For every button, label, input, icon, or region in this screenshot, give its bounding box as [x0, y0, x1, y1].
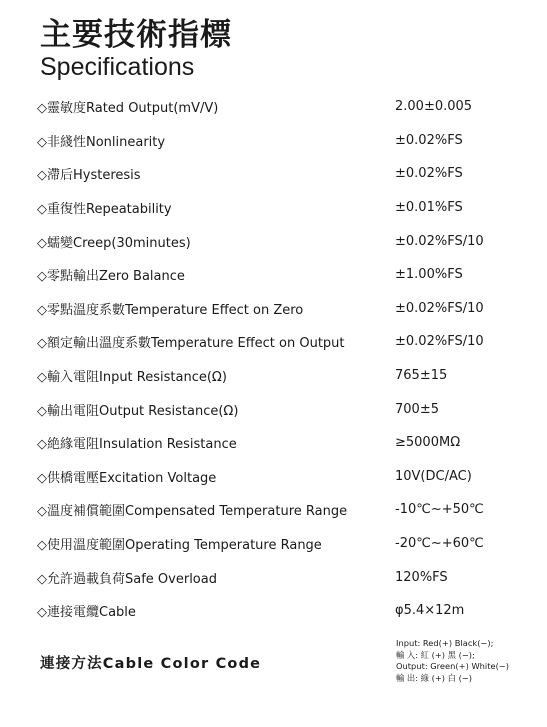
- spec-label: ◇允許過載負荷Safe Overload: [37, 571, 217, 587]
- spec-label: ◇絶緣電阻Insulation Resistance: [37, 437, 237, 453]
- spec-row-output-resistance: [37, 392, 537, 426]
- cable-note-output-en: Output: Green(+) White(−): [396, 661, 509, 671]
- page-title-chinese: 主要技術指標: [40, 17, 232, 53]
- spec-label: ◇使用溫度範圍Operating Temperature Range: [37, 538, 322, 554]
- spec-value: 765±15: [395, 368, 448, 384]
- spec-value: 700±5: [395, 401, 439, 417]
- spec-value: ±0.02%FS: [395, 132, 463, 148]
- spec-value: ±0.02%FS/10: [395, 300, 484, 316]
- spec-value: 10V(DC/AC): [395, 468, 472, 484]
- spec-value: -20℃~+60℃: [395, 536, 484, 552]
- spec-row-compensated-temp-range: [37, 493, 537, 527]
- spec-row-temp-effect-output: [37, 325, 537, 359]
- spec-row-creep: [37, 224, 537, 258]
- spec-row-rated-output: [37, 90, 537, 124]
- spec-value: ±0.01%FS: [395, 200, 463, 216]
- spec-row-hysteresis: [37, 157, 537, 191]
- page-title-english: Specifications: [40, 53, 195, 81]
- spec-label: ◇零點溫度系數Temperature Effect on Zero: [37, 302, 304, 318]
- spec-label: ◇輸出電阻Output Resistance(Ω): [37, 403, 239, 419]
- cable-color-code-title: 連接方法Cable Color Code: [40, 656, 262, 672]
- spec-value: 120%FS: [395, 569, 448, 585]
- spec-row-safe-overload: [37, 560, 537, 594]
- spec-label: ◇供橋電壓Excitation Voltage: [37, 470, 217, 486]
- spec-label: ◇滯后Hysteresis: [37, 168, 141, 184]
- spec-row-insulation-resistance: [37, 426, 537, 460]
- spec-list: [37, 90, 537, 628]
- cable-color-code-notes: [396, 638, 509, 684]
- spec-row-excitation-voltage: [37, 460, 537, 494]
- spec-label: ◇連接電纜Cable: [37, 605, 136, 621]
- spec-label: ◇零點輸出Zero Balance: [37, 269, 185, 285]
- spec-row-zero-balance: [37, 258, 537, 292]
- spec-label: ◇蠕變Creep(30minutes): [37, 235, 191, 251]
- spec-label: ◇溫度補償範圍Compensated Temperature Range: [37, 504, 348, 520]
- spec-value: ≥5000MΩ: [395, 435, 461, 451]
- spec-value: ±0.02%FS/10: [395, 334, 484, 350]
- spec-label: ◇輸入電阻Input Resistance(Ω): [37, 370, 227, 386]
- spec-value: φ5.4×12m: [395, 603, 465, 619]
- spec-label: ◇靈敏度Rated Output(mV/V): [37, 101, 219, 117]
- spec-value: -10℃~+50℃: [395, 502, 484, 518]
- spec-row-repeatability: [37, 191, 537, 225]
- spec-row-nonlinearity: [37, 124, 537, 158]
- spec-value: 2.00±0.005: [395, 99, 473, 115]
- cable-note-input-en: Input: Red(+) Black(−);: [396, 638, 494, 648]
- spec-value: ±0.02%FS: [395, 166, 463, 182]
- spec-row-operating-temp-range: [37, 527, 537, 561]
- spec-row-input-resistance: [37, 359, 537, 393]
- spec-value: ±0.02%FS/10: [395, 233, 484, 249]
- spec-value: ±1.00%FS: [395, 267, 463, 283]
- spec-label: ◇重復性Repeatability: [37, 202, 172, 218]
- cable-note-input-zh: 輸 入: 紅 (+) 黑 (−);: [396, 649, 475, 660]
- spec-label: ◇非綫性Nonlinearity: [37, 134, 166, 150]
- spec-label: ◇額定輸出溫度系數Temperature Effect on Output: [37, 336, 345, 352]
- spec-row-cable: [37, 594, 537, 628]
- cable-note-output-zh: 輸 出: 綠 (+) 白 (−): [396, 672, 473, 683]
- spec-row-temp-effect-zero: [37, 292, 537, 326]
